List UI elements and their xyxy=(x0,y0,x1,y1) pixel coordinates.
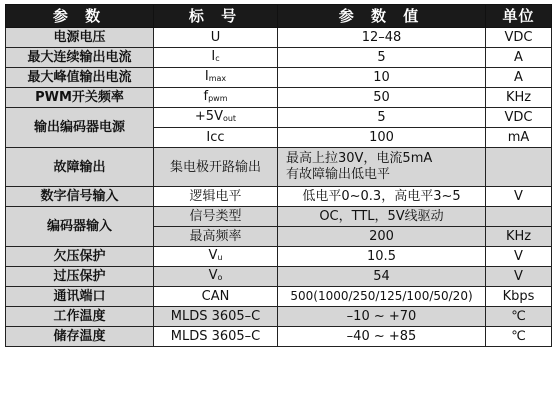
table-row xyxy=(6,148,552,187)
symbol-cell: 信号类型 xyxy=(154,207,278,227)
symbol-cell: 最高频率 xyxy=(154,227,278,247)
value-cell: –10 ~ +70 xyxy=(278,307,486,327)
symbol-cell: Icc xyxy=(154,128,278,148)
unit-cell: KHz xyxy=(486,227,552,247)
unit-cell: KHz xyxy=(486,88,552,108)
param-cell: 工作温度 xyxy=(6,307,154,327)
symbol-cell: MLDS 3605–C xyxy=(154,327,278,347)
param-cell: 欠压保护 xyxy=(6,247,154,267)
table-row xyxy=(6,327,552,347)
value-line: 有故障输出低电平 xyxy=(286,167,391,182)
symbol-cell xyxy=(154,88,278,108)
value-cell: 低电平0~0.3，高电平3~5 xyxy=(278,187,486,207)
unit-cell: A xyxy=(486,48,552,68)
value-cell: 5 xyxy=(278,108,486,128)
table-header-row xyxy=(6,5,552,28)
symbol-cell: MLDS 3605–C xyxy=(154,307,278,327)
symbol-cell xyxy=(154,48,278,68)
table-row xyxy=(6,108,552,128)
value-cell: 5 xyxy=(278,48,486,68)
symbol-main: V xyxy=(208,268,218,283)
symbol-cell: 集电极开路输出 xyxy=(154,148,278,187)
value-cell: 54 xyxy=(278,267,486,287)
param-cell: 数字信号输入 xyxy=(6,187,154,207)
value-cell: 10.5 xyxy=(278,247,486,267)
param-cell: 通讯端口 xyxy=(6,287,154,307)
table-row xyxy=(6,247,552,267)
param-cell: 输出编码器电源 xyxy=(6,108,154,148)
table-row xyxy=(6,28,552,48)
symbol-subscript: max xyxy=(208,74,227,83)
symbol-main: I xyxy=(211,49,216,64)
header-value: 参 数 值 xyxy=(278,5,486,28)
value-cell: 10 xyxy=(278,68,486,88)
table-row xyxy=(6,187,552,207)
unit-cell: mA xyxy=(486,128,552,148)
symbol-cell xyxy=(154,108,278,128)
symbol-main: I xyxy=(204,69,209,84)
value-cell: 500(1000/250/125/100/50/20) xyxy=(278,287,486,307)
value-cell: –40 ~ +85 xyxy=(278,327,486,347)
symbol-main: V xyxy=(208,248,218,263)
symbol-cell xyxy=(154,267,278,287)
symbol-subscript: c xyxy=(215,54,220,63)
param-cell: 编码器输入 xyxy=(6,207,154,247)
unit-cell: ℃ xyxy=(486,327,552,347)
param-cell: 最大连续输出电流 xyxy=(6,48,154,68)
table-row xyxy=(6,287,552,307)
symbol-cell: CAN xyxy=(154,287,278,307)
symbol-cell xyxy=(154,247,278,267)
param-cell: 储存温度 xyxy=(6,327,154,347)
symbol-main: +5V xyxy=(194,109,223,124)
symbol-subscript: pwm xyxy=(208,94,228,103)
header-unit: 单位 xyxy=(486,5,552,28)
unit-cell: ℃ xyxy=(486,307,552,327)
table-row xyxy=(6,48,552,68)
unit-cell: VDC xyxy=(486,28,552,48)
unit-cell: VDC xyxy=(486,108,552,128)
value-cell xyxy=(278,148,486,187)
unit-cell xyxy=(486,148,552,187)
value-line: 最高上拉30V，电流5mA xyxy=(286,151,433,166)
param-cell: 电源电压 xyxy=(6,28,154,48)
spec-table xyxy=(5,4,552,347)
table-row xyxy=(6,68,552,88)
unit-cell: V xyxy=(486,247,552,267)
unit-cell: V xyxy=(486,267,552,287)
unit-cell: V xyxy=(486,187,552,207)
symbol-cell: 逻辑电平 xyxy=(154,187,278,207)
param-cell: 过压保护 xyxy=(6,267,154,287)
param-cell: 故障输出 xyxy=(6,148,154,187)
table-row xyxy=(6,267,552,287)
unit-cell: Kbps xyxy=(486,287,552,307)
header-symbol: 标 号 xyxy=(154,5,278,28)
value-cell: 12–48 xyxy=(278,28,486,48)
value-cell: 100 xyxy=(278,128,486,148)
symbol-subscript: o xyxy=(217,273,223,282)
symbol-subscript: out xyxy=(222,114,237,123)
symbol-subscript: u xyxy=(217,253,223,262)
value-cell: 50 xyxy=(278,88,486,108)
table-row xyxy=(6,88,552,108)
unit-cell: A xyxy=(486,68,552,88)
param-cell: 最大峰值输出电流 xyxy=(6,68,154,88)
table-row xyxy=(6,207,552,227)
header-param: 参 数 xyxy=(6,5,154,28)
symbol-cell: U xyxy=(154,28,278,48)
value-cell: 200 xyxy=(278,227,486,247)
param-cell: PWM开关频率 xyxy=(6,88,154,108)
symbol-main: f xyxy=(203,89,209,104)
symbol-cell xyxy=(154,68,278,88)
value-cell: OC，TTL，5V线驱动 xyxy=(278,207,486,227)
unit-cell xyxy=(486,207,552,227)
table-row xyxy=(6,307,552,327)
